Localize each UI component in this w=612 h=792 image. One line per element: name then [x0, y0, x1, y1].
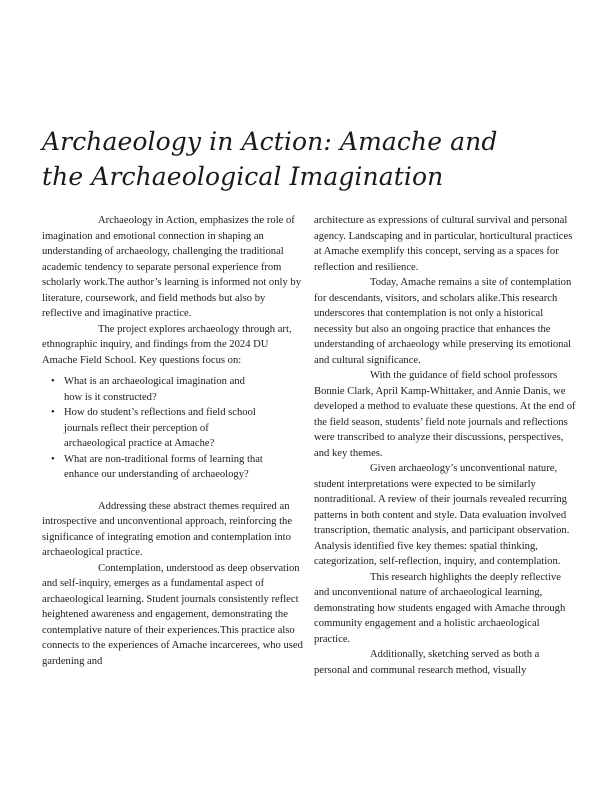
- list-item-text: How do student’s reflections and field school journals reflect their perception of archaeological practice at Amache?: [64, 407, 256, 449]
- bullet-icon: •: [51, 453, 55, 465]
- right-column: [314, 213, 577, 678]
- paragraph-project: The project explores archaeology through art, ethnographic inquiry, and findings from the 2024 DU Amache Field School. Key questions focus on:: [42, 323, 292, 366]
- bullet-icon: •: [51, 376, 55, 387]
- paragraph-analysis: Given archaeology’s unconventional nature, student interpretations were expected to be similarly nontraditional. A review of their journals revealed recurring patterns in both content and style. Data evaluation involved transcription, thematic analysis, and participant observation. Analysis identified five key themes: spatial thinking, categorization, self-reflection, inquiry, and contemplation.: [314, 463, 570, 567]
- list-item: [51, 374, 304, 405]
- title-line-1: Archaeology in Action: Amache and: [42, 127, 498, 156]
- list-item-text: What are non-traditional forms of learning that enhance our understanding of archaeology?: [64, 453, 263, 480]
- paragraph-continued: architecture as expressions of cultural survival and personal agency. Landscaping and in particular, horticultural practices at Amache exemplify this concept, serving as a spaces for reflection and resilience.: [314, 215, 573, 273]
- paragraph-approach: Addressing these abstract themes required an introspective and unconventional approach, reinforcing the significance of integrating emotion and contemplation into archaeological practice.: [42, 500, 293, 558]
- paragraph-intro: Archaeology in Action, emphasizes the role of imagination and emotional connection in shaping an understanding of archaeology, challenging the traditional academic tendency to separate personal experience from scholarly work.The author’s learning is informed not only by literature, coursework, and field methods but also by reflective and imaginative practice.: [42, 215, 302, 319]
- list-item-text: What is an archaeological imagination and how is it constructed?: [64, 376, 245, 403]
- title-line-2: the Archaeological Imagination: [42, 162, 444, 191]
- list-item: [51, 452, 304, 483]
- paragraph-today: Today, Amache remains a site of contemplation for descendants, visitors, and scholars alike.This research underscores that contemplation is not only a historical necessity but also an ongoing practice that enhances the understanding of archaeology while preserving its emotional and cultural significance.: [314, 277, 572, 366]
- paragraph-findings: This research highlights the deeply reflective and unconventional nature of archaeological learning, demonstrating how students engaged with Amache through community engagement and a holistic archaeological practice.: [314, 571, 566, 645]
- key-questions-list: [42, 374, 304, 483]
- bullet-icon: •: [51, 407, 55, 418]
- article-title: [42, 124, 582, 194]
- paragraph-method: With the guidance of field school professors Bonnie Clark, April Kamp-Whittaker, and Annie Danis, we developed a method to evaluate these questions. At the end of the field season, students’ field note journals and reflections were transcribed to analyze their discussions, perspectives, and key themes.: [314, 370, 576, 459]
- list-item: [51, 405, 304, 452]
- paragraph-contemplation: Contemplation, understood as deep observation and self-inquiry, emerges as a fundamental aspect of archaeological learning. Student journals consistently reflect heightened awareness and engagement, demonstrating the contemplative nature of their experiences.This practice also connects to the experiences of Amache incarcerees, who used gardening and: [42, 562, 303, 667]
- paragraph-sketching: Additionally, sketching served as both a personal and communal research method, visually: [314, 649, 540, 676]
- left-column: [42, 213, 304, 669]
